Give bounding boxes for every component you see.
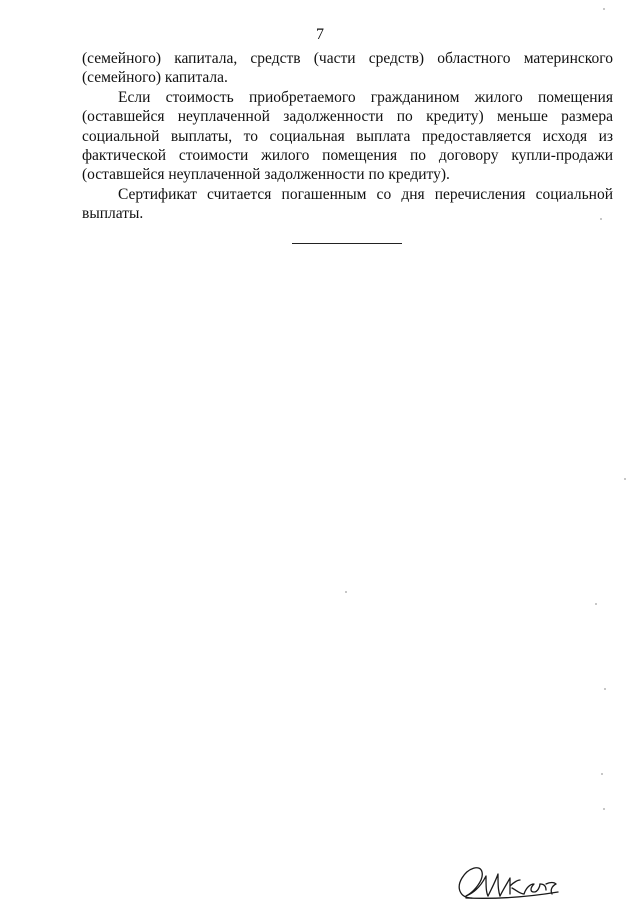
scan-speck [603, 8, 605, 10]
end-of-text-rule [292, 243, 402, 244]
scan-speck [603, 808, 605, 810]
scan-speck [604, 688, 606, 690]
scan-speck [600, 218, 602, 220]
handwritten-signature [452, 858, 562, 903]
page-number: 7 [316, 26, 324, 43]
document-body [82, 49, 613, 224]
scan-speck [595, 603, 597, 605]
scan-speck [345, 591, 347, 593]
paragraph-cost-condition: Если стоимость приобретаемого гражданином жилого помещения (оставшейся неуплаченной задолженности по кредиту) меньше размера социальной выплаты, то социальная выплата предоставляется исходя из фактической стоимости жилого помещения по договору купли-продажи (оставшейся неуплаченной задолженности по кредиту). [82, 88, 613, 184]
scan-speck [624, 478, 626, 480]
paragraph-certificate-repaid: Сертификат считается погашенным со дня перечисления социальной выплаты. [82, 185, 613, 223]
scan-speck [601, 773, 603, 775]
paragraph-continuation: (семейного) капитала, средств (части средств) областного материнского (семейного) капитала. [82, 50, 613, 87]
